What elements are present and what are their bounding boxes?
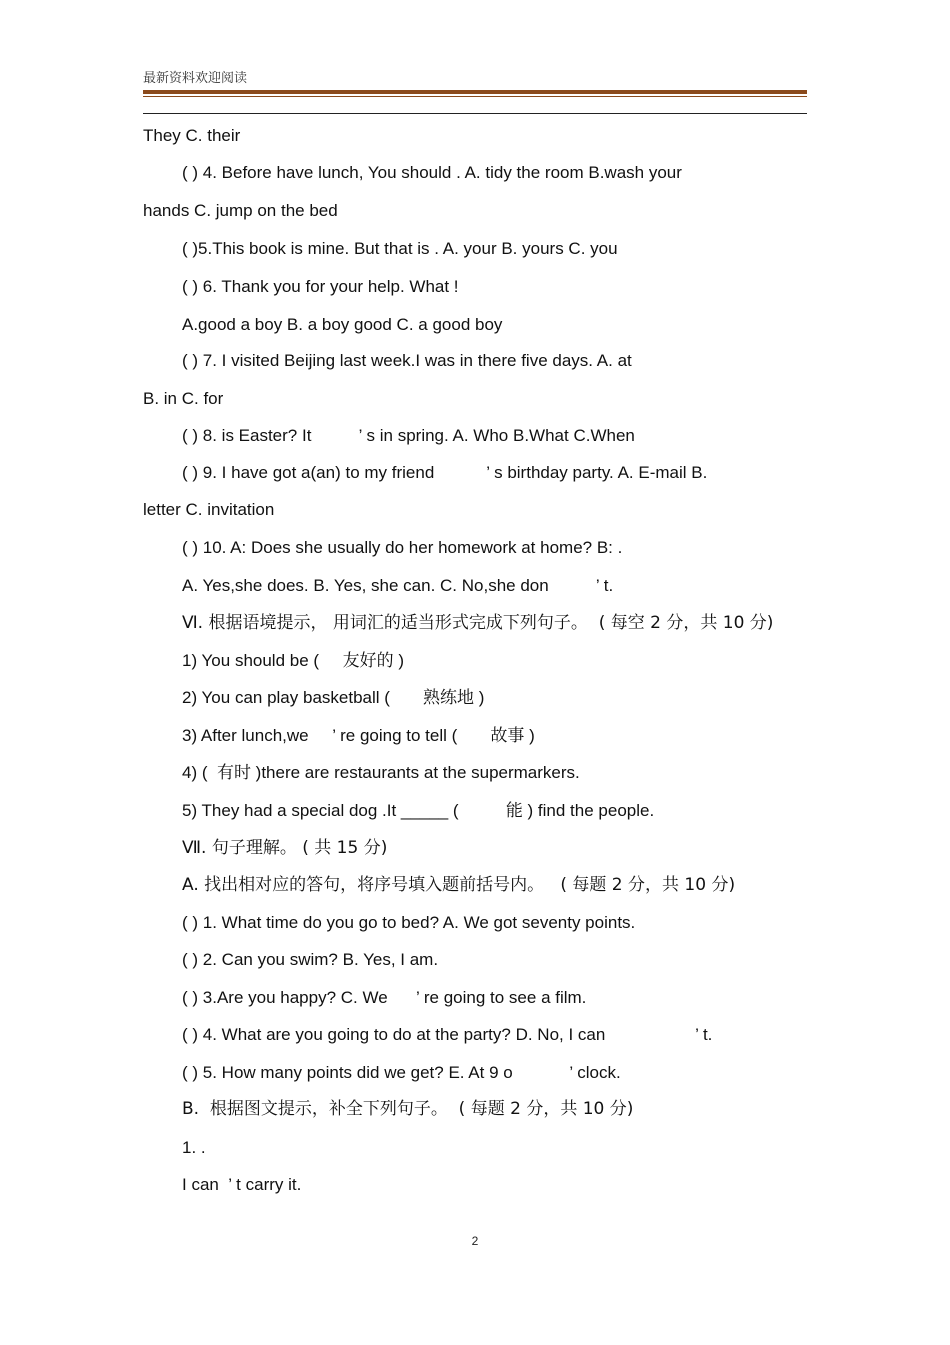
exercise-line: 2) You can play basketball ( 熟练地 ) [182,688,485,707]
matching-line: ( ) 2. Can you swim? B. Yes, I am. [182,950,439,969]
exercise-line: I can ’ t carry it. [182,1175,302,1194]
question-line: ( ) 8. is Easter? It ’ s in spring. A. Who B.What C.When [182,426,635,445]
question-line: ( ) 7. I visited Beijing last week.I was in there five days. A. at [182,351,632,370]
text-line: B. in C. for [143,389,224,408]
section-heading: Ⅵ. 根据语境提示， 用词汇的适当形式完成下列句子。 ( 每空 2 分，共 10 分) [182,613,774,633]
question-line: ( ) 4. Before have lunch, You should . A. tidy the room B.wash your [182,163,682,182]
options-line: A. Yes,she does. B. Yes, she can. C. No,she don ’ t. [182,576,614,595]
subsection-heading: B. 根据图文提示，补全下列句子。 ( 每题 2 分，共 10 分) [182,1099,634,1119]
header-rule-bottom [143,113,807,114]
matching-line: ( ) 3.Are you happy? C. We ’ re going to see a film. [182,988,587,1007]
header-rule-thick [143,90,807,94]
matching-line: ( ) 5. How many points did we get? E. At 9 o ’ clock. [182,1063,621,1082]
exercise-line: 1. . [182,1138,206,1157]
matching-line: ( ) 1. What time do you go to bed? A. We got seventy points. [182,913,636,932]
section-heading: Ⅶ. 句子理解。 ( 共 15 分) [182,838,388,858]
subsection-heading: A. 找出相对应的答句，将序号填入题前括号内。 ( 每题 2 分，共 10 分) [182,875,736,895]
text-line: letter C. invitation [143,500,275,519]
exercise-line: 1) You should be ( 友好的 ) [182,651,405,670]
question-line: ( ) 10. A: Does she usually do her homework at home? B: . [182,538,623,557]
header-rule-thin [143,96,807,97]
exercise-line: 3) After lunch,we ’ re going to tell ( 故事 ) [182,726,535,745]
options-line: A.good a boy B. a boy good C. a good boy [182,315,503,334]
matching-line: ( ) 4. What are you going to do at the party? D. No, I can ’ t. [182,1025,713,1044]
question-line: ( ) 9. I have got a(an) to my friend ’ s birthday party. A. E-mail B. [182,463,708,482]
text-line: hands C. jump on the bed [143,201,338,220]
question-line: ( )5.This book is mine. But that is . A. your B. yours C. you [182,239,618,258]
page-number: 2 [471,1234,479,1248]
question-line: ( ) 6. Thank you for your help. What ! [182,277,459,296]
exercise-line: 5) They had a special dog .It _____ ( 能 ) find the people. [182,801,655,820]
exercise-line: 4) ( 有时 )there are restaurants at the supermarkers. [182,763,580,782]
header-text: 最新资料欢迎阅读 [143,71,248,86]
text-line: They C. their [143,126,241,145]
